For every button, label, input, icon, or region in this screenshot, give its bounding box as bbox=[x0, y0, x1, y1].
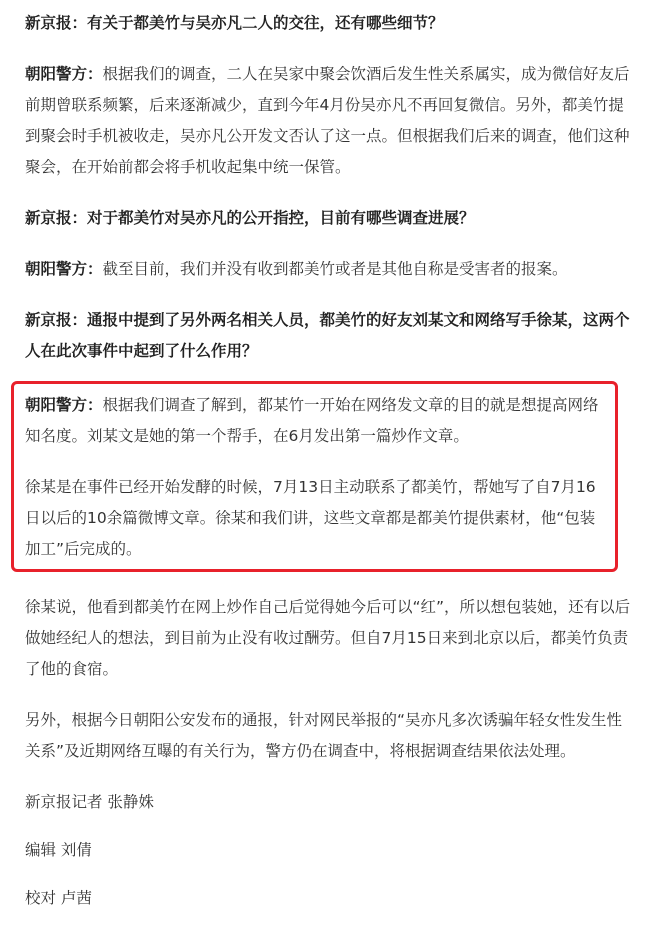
answer-3 bbox=[25, 390, 605, 452]
answer-1 bbox=[25, 59, 635, 183]
highlighted-answer-box bbox=[11, 381, 618, 572]
answer-1-speaker: 朝阳警方： bbox=[25, 65, 103, 83]
answer-2 bbox=[25, 254, 635, 285]
answer-2-text: 截至目前，我们并没有收到都美竹或者是其他自称是受害者的报案。 bbox=[102, 260, 568, 278]
answer-3-speaker: 朝阳警方： bbox=[25, 396, 103, 414]
answer-1-text: 根据我们的调查，二人在吴家中聚会饮酒后发生性关系属实，成为微信好友后前期曾联系频繁，后来逐渐减少，直到今年4月份吴亦凡不再回复微信。另外，都美竹提到聚会时手机被收走，吴亦凡公开发文否认了这一点。但根据我们后来的调查，他们这种聚会，在开始前都会将手机收起集中统一保管。 bbox=[25, 65, 630, 176]
question-3: 新京报：通报中提到了另外两名相关人员，都美竹的好友刘某文和网络写手徐某，这两个人在此次事件中起到了什么作用？ bbox=[25, 311, 630, 360]
paragraph-police-notice: 另外，根据今日朝阳公安发布的通报，针对网民举报的“吴亦凡多次诱骗年轻女性发生性关系”及近期网络互曝的有关行为，警方仍在调查中，将根据调查结果依法处理。 bbox=[25, 711, 623, 760]
paragraph-xu-statement: 徐某说，他看到都美竹在网上炒作自己后觉得她今后可以“红”，所以想包装她，还有以后做她经纪人的想法，到目前为止没有收过酬劳。但自7月15日来到北京以后，都美竹负责了他的食宿。 bbox=[25, 598, 631, 678]
question-2: 新京报：对于都美竹对吴亦凡的公开指控，目前有哪些调查进展？ bbox=[25, 209, 475, 227]
answer-3-continued: 徐某是在事件已经开始发酵的时候，7月13日主动联系了都美竹，帮她写了自7月16日以后的10余篇微博文章。徐某和我们讲，这些文章都是都美竹提供素材，他“包装加工”后完成的。 bbox=[25, 478, 596, 558]
answer-2-speaker: 朝阳警方： bbox=[25, 260, 103, 278]
credit-proofreader: 校对 卢茜 bbox=[25, 889, 92, 907]
credit-reporter: 新京报记者 张静姝 bbox=[25, 793, 154, 811]
credit-editor: 编辑 刘倩 bbox=[25, 841, 92, 859]
article-body bbox=[25, 8, 635, 931]
question-1: 新京报：有关于都美竹与吴亦凡二人的交往，还有哪些细节？ bbox=[25, 14, 444, 32]
answer-3-text: 根据我们调查了解到，都某竹一开始在网络发文章的目的就是想提高网络知名度。刘某文是她的第一个帮手，在6月发出第一篇炒作文章。 bbox=[25, 396, 599, 445]
